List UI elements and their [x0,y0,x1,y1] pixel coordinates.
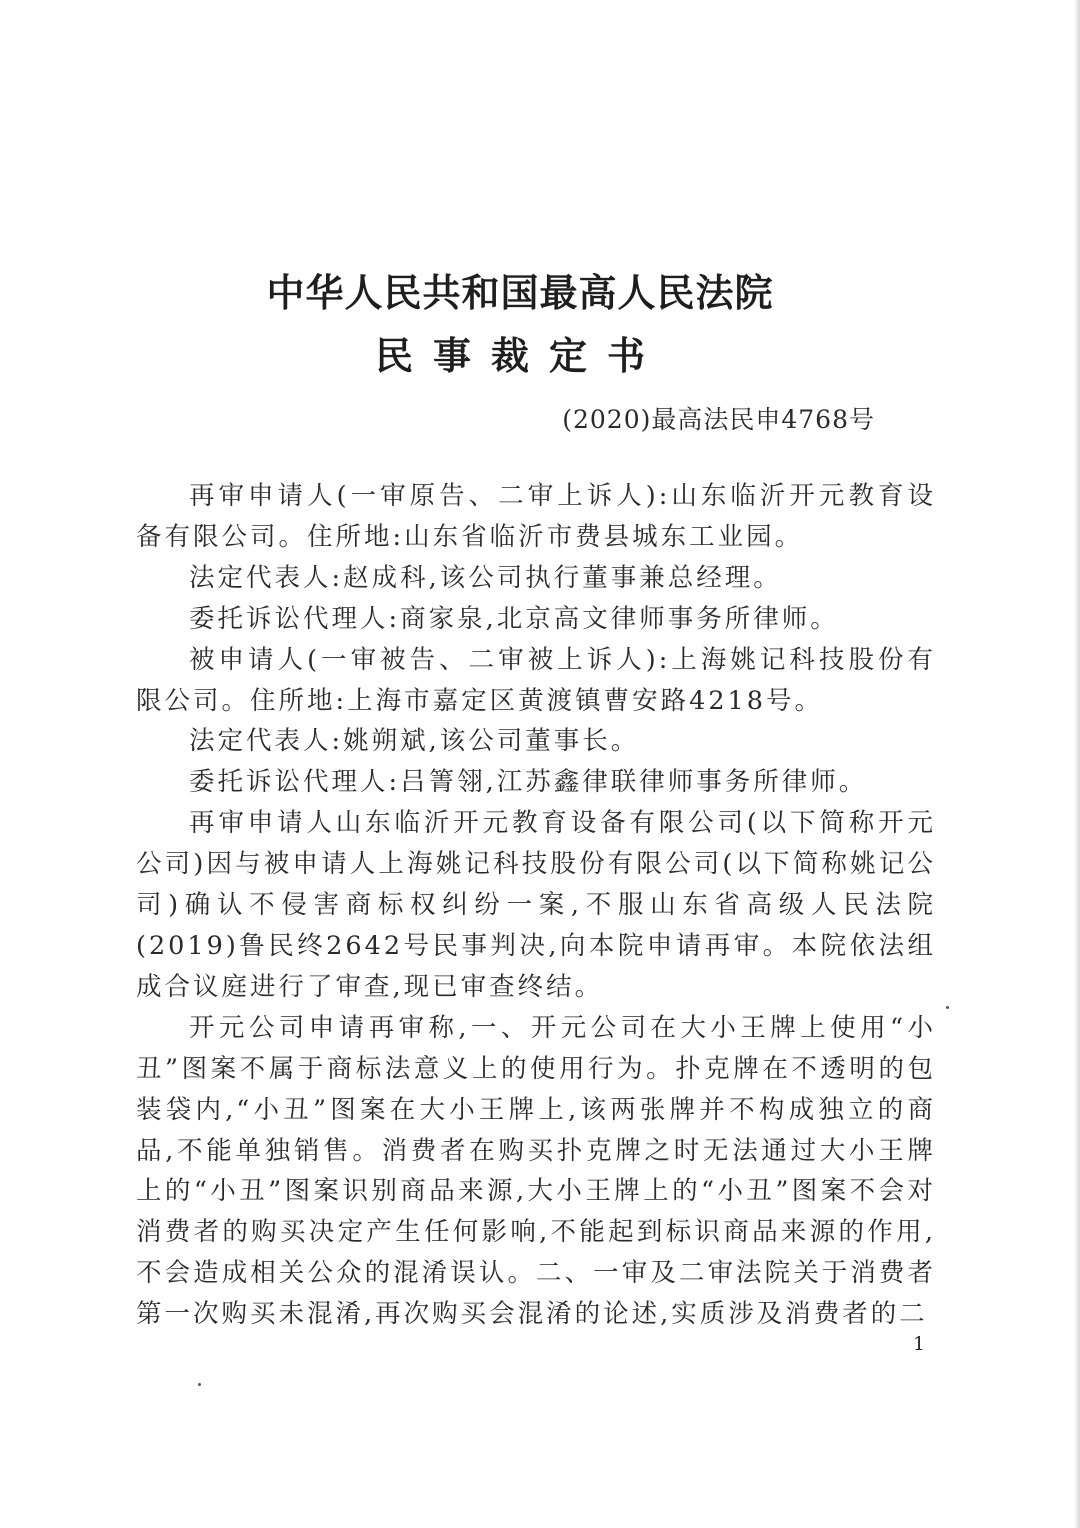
paragraph-retrial-claims: 开元公司申请再审称,一、开元公司在大小王牌上使用“小丑”图案不属于商标法意义上的使用行为。扑克牌在不透明的包装袋内,“小丑”图案在大小王牌上,该两张牌并不构成独立的商品,不能单独销售。消费者在购买扑克牌之时无法通过大小王牌上的“小丑”图案识别商品来源,大小王牌上的“小丑”图案不会对消费者的购买决定产生任何影响,不能起到标识商品来源的作用,不会造成相关公众的混淆误认。二、一审及二审法院关于消费者第一次购买未混淆,再次购买会混淆的论述,实质涉及消费者的二 [136,1012,936,1330]
document-type-heading: 民事裁定书 [374,334,665,378]
scan-speck [198,1383,201,1386]
page-number: 1 [913,1333,926,1355]
paragraph-respondent: 被申请人(一审被告、二审被上诉人):上海姚记科技股份有限公司。住所地:上海市嘉定区黄渡镇曹安路4218号。 [136,644,936,716]
case-number: (2020)最高法民申4768号 [562,405,875,434]
paragraph-case-summary: 再审申请人山东临沂开元教育设备有限公司(以下简称开元公司)因与被申请人上海姚记科技股份有限公司(以下简称姚记公司)确认不侵害商标权纠纷一案,不服山东省高级人民法院(2019)鲁民终2642号民事判决,向本院申请再审。本院依法组成合议庭进行了审查,现已审查终结。 [136,808,936,1002]
paragraph-applicant: 再审申请人(一审原告、二审上诉人):山东临沂开元教育设备有限公司。住所地:山东省临沂市费县城东工业园。 [136,481,936,552]
scan-speck [946,1006,949,1009]
paragraph-respondent-agent: 委托诉讼代理人:吕箐翎,江苏鑫律联律师事务所律师。 [189,767,868,798]
paragraph-applicant-agent: 委托诉讼代理人:商家泉,北京高文律师事务所律师。 [189,603,839,634]
scan-edge-shadow [1074,0,1080,1528]
paragraph-applicant-representative: 法定代表人:赵成科,该公司执行董事兼总经理。 [189,562,782,593]
document-body [136,476,936,1335]
paragraph-respondent-representative: 法定代表人:姚朔斌,该公司董事长。 [189,726,640,757]
court-name-heading: 中华人民共和国最高人民法院 [266,271,774,315]
